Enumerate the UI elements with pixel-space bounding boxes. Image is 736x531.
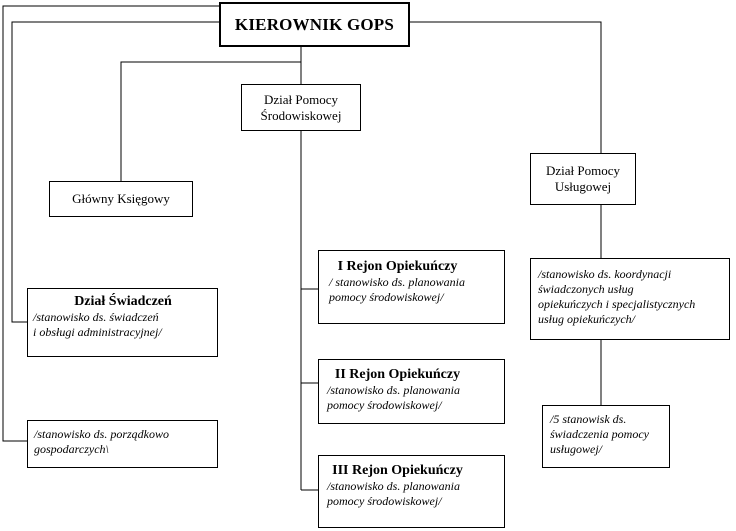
stanowiska-5-desc1: /5 stanowisk ds. bbox=[550, 412, 627, 426]
kierownik-gops-box bbox=[219, 2, 410, 47]
dzial-pomocy-srodowiskowej-box bbox=[241, 84, 361, 131]
rejon-2-title: II Rejon Opiekuńczy bbox=[334, 367, 461, 382]
dzial-pomocy-uslugowej-line1: Dział Pomocy bbox=[545, 163, 620, 178]
rejon-3-desc2: pomocy środowiskowej/ bbox=[327, 494, 442, 508]
stanowiska-5-desc2: świadczenia pomocy bbox=[550, 427, 649, 441]
connector-root-to-porzadkowo bbox=[3, 6, 219, 441]
rejon-2-desc2: pomocy środowiskowej/ bbox=[327, 398, 442, 412]
kierownik-gops-title: KIEROWNIK GOPS bbox=[234, 14, 395, 34]
dzial-swiadczen-title: Dział Świadczeń bbox=[74, 294, 172, 309]
rejon-2-box bbox=[318, 359, 505, 424]
glowny-ksiegowy-label: Główny Księgowy bbox=[72, 191, 170, 206]
rejon-1-box bbox=[318, 250, 505, 324]
rejon-1-desc2: pomocy środowiskowej/ bbox=[329, 290, 444, 304]
stanowiska-5-box bbox=[542, 405, 670, 468]
rejon-3-desc1: /stanowisko ds. planowania bbox=[327, 479, 461, 493]
koordynacja-desc4: usług opiekuńczych/ bbox=[538, 312, 635, 326]
koordynacja-box bbox=[530, 258, 730, 340]
rejon-1-title: I Rejon Opiekuńczy bbox=[337, 259, 458, 274]
porzadkowo-box bbox=[27, 420, 218, 468]
connector-root-to-uslugowej bbox=[410, 22, 601, 153]
dzial-swiadczen-desc1: /stanowisko ds. świadczeń bbox=[33, 310, 159, 324]
rejon-1-desc1: / stanowisko ds. planowania bbox=[329, 275, 466, 289]
koordynacja-desc3: opiekuńczych i specjalistycznych bbox=[538, 297, 696, 311]
rejon-3-title: III Rejon Opiekuńczy bbox=[332, 463, 463, 478]
glowny-ksiegowy-box bbox=[49, 181, 193, 217]
koordynacja-desc2: świadczonych usług bbox=[538, 282, 634, 296]
koordynacja-desc1: /stanowisko ds. koordynacji bbox=[538, 267, 672, 281]
connector-root-to-dzial-swiadczen bbox=[12, 22, 219, 322]
dzial-pomocy-uslugowej-line2: Usługowej bbox=[554, 179, 612, 194]
dzial-pomocy-srodowiskowej-line2: Środowiskowej bbox=[260, 107, 342, 123]
rejon-2-desc1: /stanowisko ds. planowania bbox=[327, 383, 461, 397]
porzadkowo-desc1: /stanowisko ds. porządkowo bbox=[34, 427, 170, 441]
rejon-3-box bbox=[318, 455, 505, 528]
dzial-pomocy-srodowiskowej-line1: Dział Pomocy bbox=[263, 91, 338, 107]
dzial-pomocy-uslugowej-box bbox=[530, 153, 636, 205]
stanowiska-5-desc3: usługowej/ bbox=[550, 442, 603, 456]
dzial-swiadczen-box bbox=[27, 288, 218, 357]
dzial-swiadczen-desc2: i obsługi administracyjnej/ bbox=[33, 325, 162, 339]
porzadkowo-desc2: gospodarczych\ bbox=[34, 442, 109, 456]
